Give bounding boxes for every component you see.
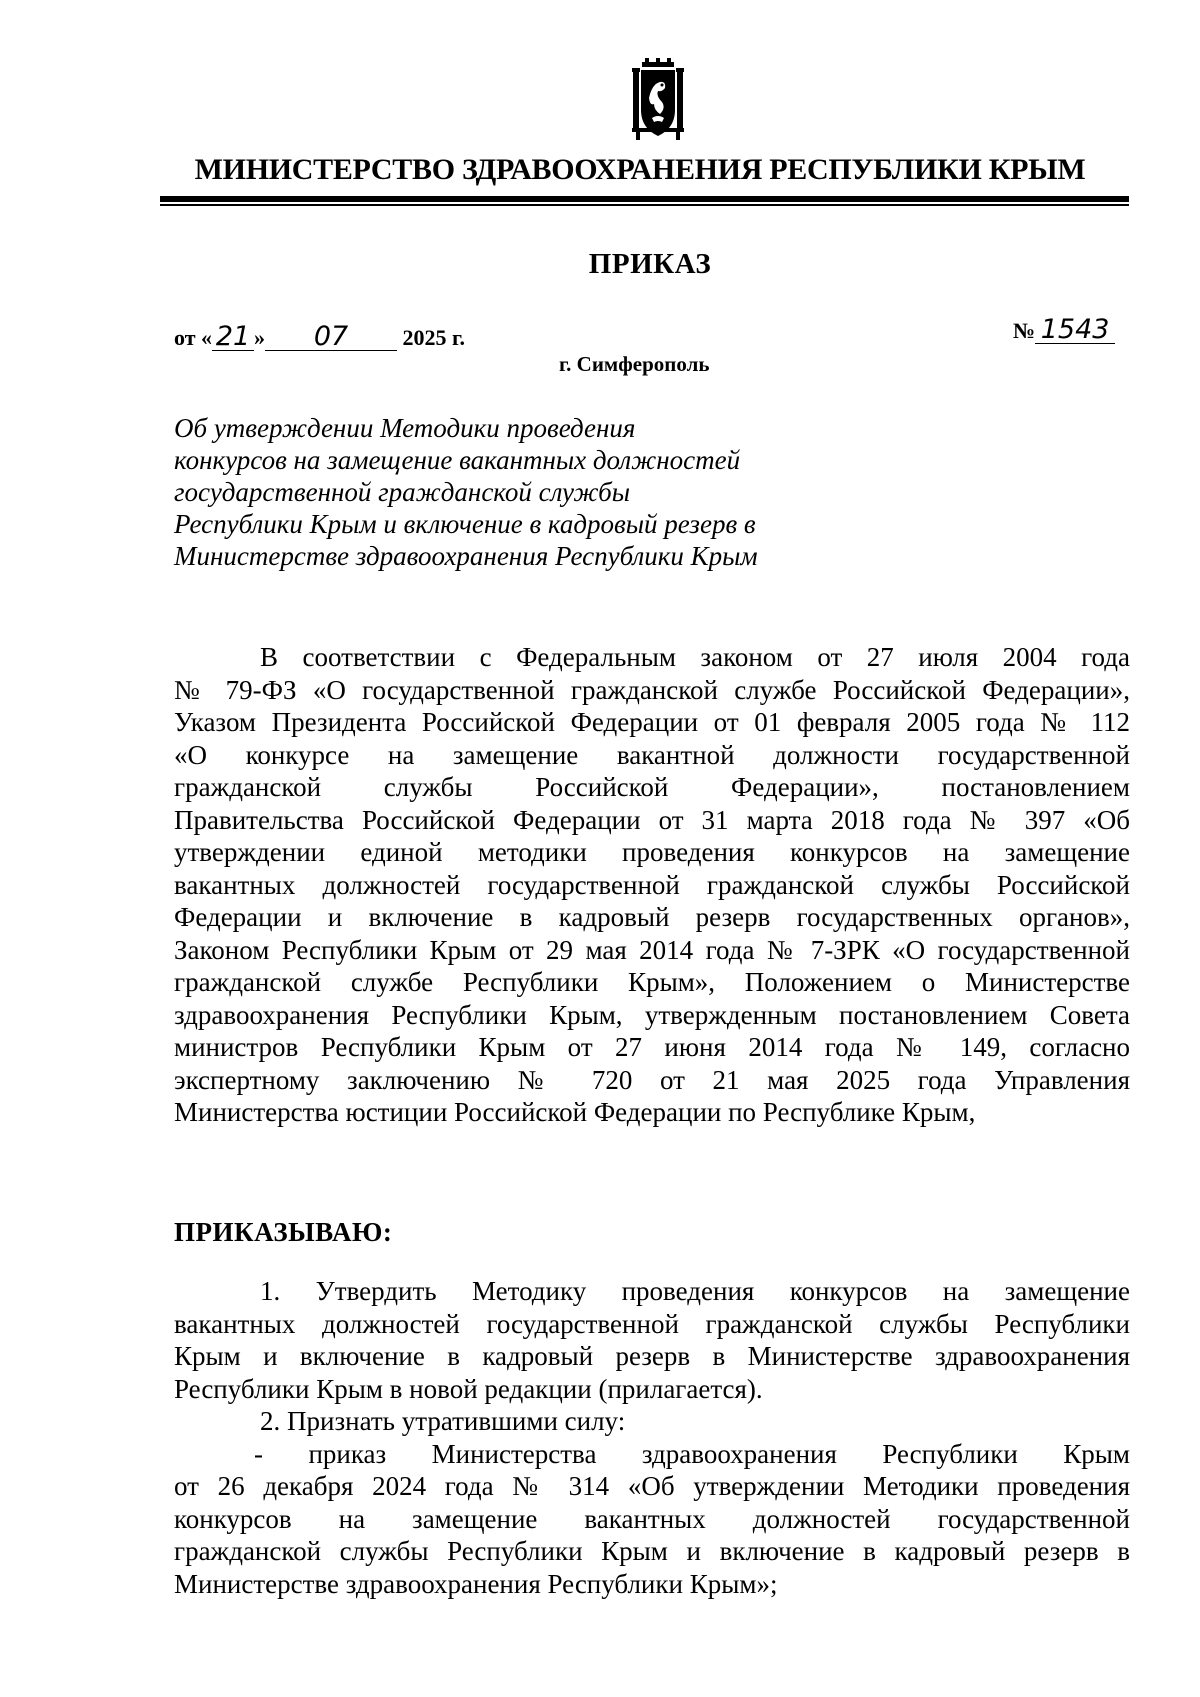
order-subject	[174, 412, 758, 572]
date-day-handwritten: 21	[212, 326, 254, 351]
item-line: гражданской службы Республики Крым и включение в кадровый резерв в	[174, 1536, 1130, 1566]
item-line: вакантных должностей государственной гражданской службы Республики	[174, 1308, 1130, 1339]
preamble-line: министров Республики Крым от 27 июня 2014 года № 149, согласно	[174, 1032, 1130, 1062]
item-line: - приказ Министерства здравоохранения Республики Крым	[254, 1438, 1130, 1469]
date-year: 2025 г.	[402, 325, 466, 350]
preamble-line: Законом Республики Крым от 29 мая 2014 года № 7-ЗРК «О государственной	[174, 934, 1130, 965]
preamble-line: Правительства Российской Федерации от 31 марта 2018 года № 397 «Об	[174, 804, 1130, 835]
preamble-line: № 79-ФЗ «О государственной гражданской службе Российской Федерации»,	[174, 674, 1130, 705]
preamble-line: здравоохранения Республики Крым, утвержденным постановлением Совета	[174, 999, 1130, 1030]
issue-city: г. Симферополь	[559, 352, 710, 376]
item-line: 2. Признать утратившими силу:	[260, 1406, 626, 1436]
preamble-line: «О конкурсе на замещение вакантной должности государственной	[174, 739, 1130, 770]
preamble-line: Федерации и включение в кадровый резерв государственных органов»,	[174, 902, 1130, 932]
preamble-line: Министерства юстиции Российской Федерации по Республике Крым,	[174, 1097, 976, 1127]
subject-line: Министерстве здравоохранения Республики Крым	[174, 541, 758, 571]
order-number	[1013, 314, 1115, 345]
coat-of-arms-emblem	[632, 58, 684, 140]
item-line: 1. Утвердить Методику проведения конкурсов на замещение	[260, 1276, 1130, 1306]
number-prefix: №	[1013, 318, 1036, 343]
ministry-name: МИНИСТЕРСТВО ЗДРАВООХРАНЕНИЯ РЕСПУБЛИКИ КРЫМ	[194, 153, 1086, 186]
order-item-1	[174, 1275, 1130, 1405]
order-date	[174, 321, 466, 352]
item-line: Республики Крым в новой редакции (прилагается).	[174, 1373, 763, 1404]
item-line: Министерстве здравоохранения Республики Крым»;	[174, 1568, 778, 1599]
document-type-title: ПРИКАЗ	[588, 248, 712, 280]
subject-line: государственной гражданской службы	[174, 477, 630, 507]
preamble-paragraph	[174, 641, 1130, 1129]
preamble-line: экспертному заключению № 720 от 21 мая 2025 года Управления	[174, 1064, 1130, 1095]
subject-line: Республики Крым и включение в кадровый резерв в	[174, 509, 756, 539]
header-rule-thin	[160, 204, 1129, 206]
preamble-line: гражданской службы Российской Федерации», постановлением	[174, 772, 1130, 802]
item-line: конкурсов на замещение вакантных должностей государственной	[174, 1503, 1130, 1534]
subject-line: конкурсов на замещение вакантных должностей	[174, 445, 741, 475]
date-quote-close: »	[254, 325, 266, 350]
preamble-line: гражданской службе Республики Крым», Положением о Министерстве	[174, 967, 1130, 997]
number-handwritten: 1543	[1035, 319, 1115, 344]
date-prefix: от «	[174, 325, 213, 350]
order-item-2	[174, 1405, 1130, 1600]
preamble-line: утверждении единой методики проведения конкурсов на замещение	[174, 837, 1130, 867]
item-line: от 26 декабря 2024 года № 314 «Об утверждении Методики проведения	[174, 1471, 1130, 1501]
preamble-line: Указом Президента Российской Федерации от 01 февраля 2005 года № 112	[174, 707, 1130, 737]
preamble-line: вакантных должностей государственной гражданской службы Российской	[174, 869, 1130, 900]
order-directive-heading: ПРИКАЗЫВАЮ:	[174, 1217, 393, 1247]
subject-line: Об утверждении Методики проведения	[174, 413, 636, 443]
header-rule-thick	[160, 196, 1129, 202]
item-line: Крым и включение в кадровый резерв в Министерстве здравоохранения	[174, 1341, 1130, 1371]
date-month-handwritten: 07	[265, 326, 397, 351]
preamble-line: В соответствии с Федеральным законом от 27 июля 2004 года	[260, 642, 1130, 672]
